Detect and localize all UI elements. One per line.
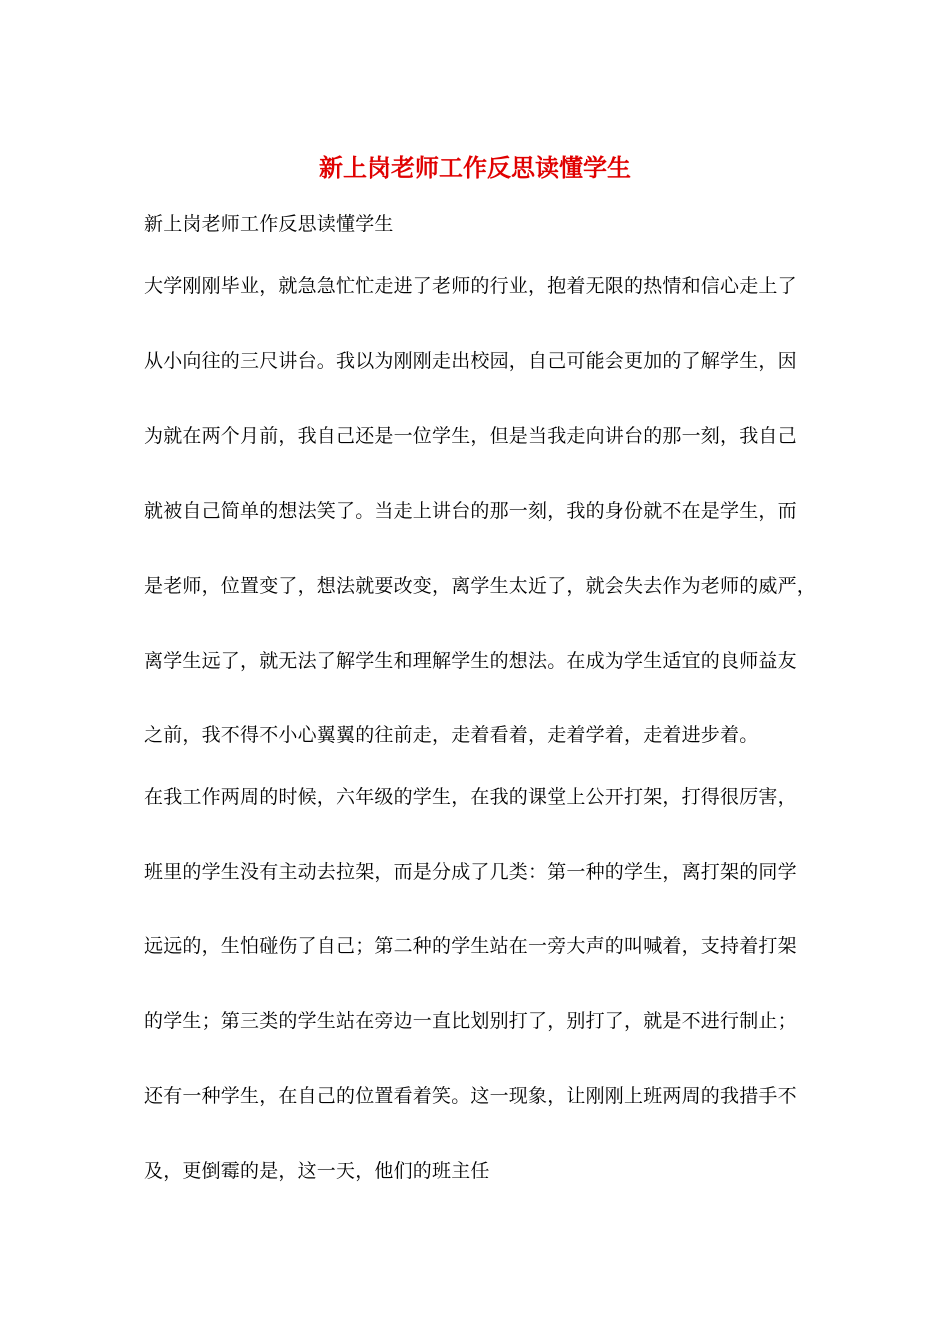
paragraph-line: 为就在两个月前，我自己还是一位学生，但是当我走向讲台的那一刻，我自己 — [144, 425, 797, 447]
paragraph-line: 就被自己简单的想法笑了。当走上讲台的那一刻，我的身份就不在是学生，而 — [144, 500, 797, 522]
document-title: 新上岗老师工作反思读懂学生 — [319, 153, 631, 182]
paragraph-line: 离学生远了，就无法了解学生和理解学生的想法。在成为学生适宜的良师益友 — [144, 650, 797, 672]
document-subtitle: 新上岗老师工作反思读懂学生 — [144, 213, 394, 235]
paragraph-line: 还有一种学生，在自己的位置看着笑。这一现象，让刚刚上班两周的我措手不 — [144, 1085, 797, 1107]
paragraph-line: 在我工作两周的时候，六年级的学生，在我的课堂上公开打架，打得很厉害， — [144, 786, 797, 808]
paragraph-line: 是老师，位置变了，想法就要改变，离学生太近了，就会失去作为老师的威严， — [144, 575, 817, 597]
paragraph-line: 及，更倒霉的是，这一天，他们的班主任 — [144, 1160, 490, 1182]
paragraph-line: 班里的学生没有主动去拉架，而是分成了几类：第一种的学生，离打架的同学 — [144, 861, 797, 883]
paragraph-line: 的学生；第三类的学生站在旁边一直比划别打了，别打了，就是不进行制止； — [144, 1010, 797, 1032]
paragraph-line: 从小向往的三尺讲台。我以为刚刚走出校园，自己可能会更加的了解学生，因 — [144, 350, 797, 372]
paragraph-line: 大学刚刚毕业，就急急忙忙走进了老师的行业，抱着无限的热情和信心走上了 — [144, 275, 797, 297]
paragraph-line: 远远的，生怕碰伤了自己；第二种的学生站在一旁大声的叫喊着，支持着打架 — [144, 935, 797, 957]
paragraph-line: 之前，我不得不小心翼翼的往前走，走着看着，走着学着，走着进步着。 — [144, 724, 759, 746]
